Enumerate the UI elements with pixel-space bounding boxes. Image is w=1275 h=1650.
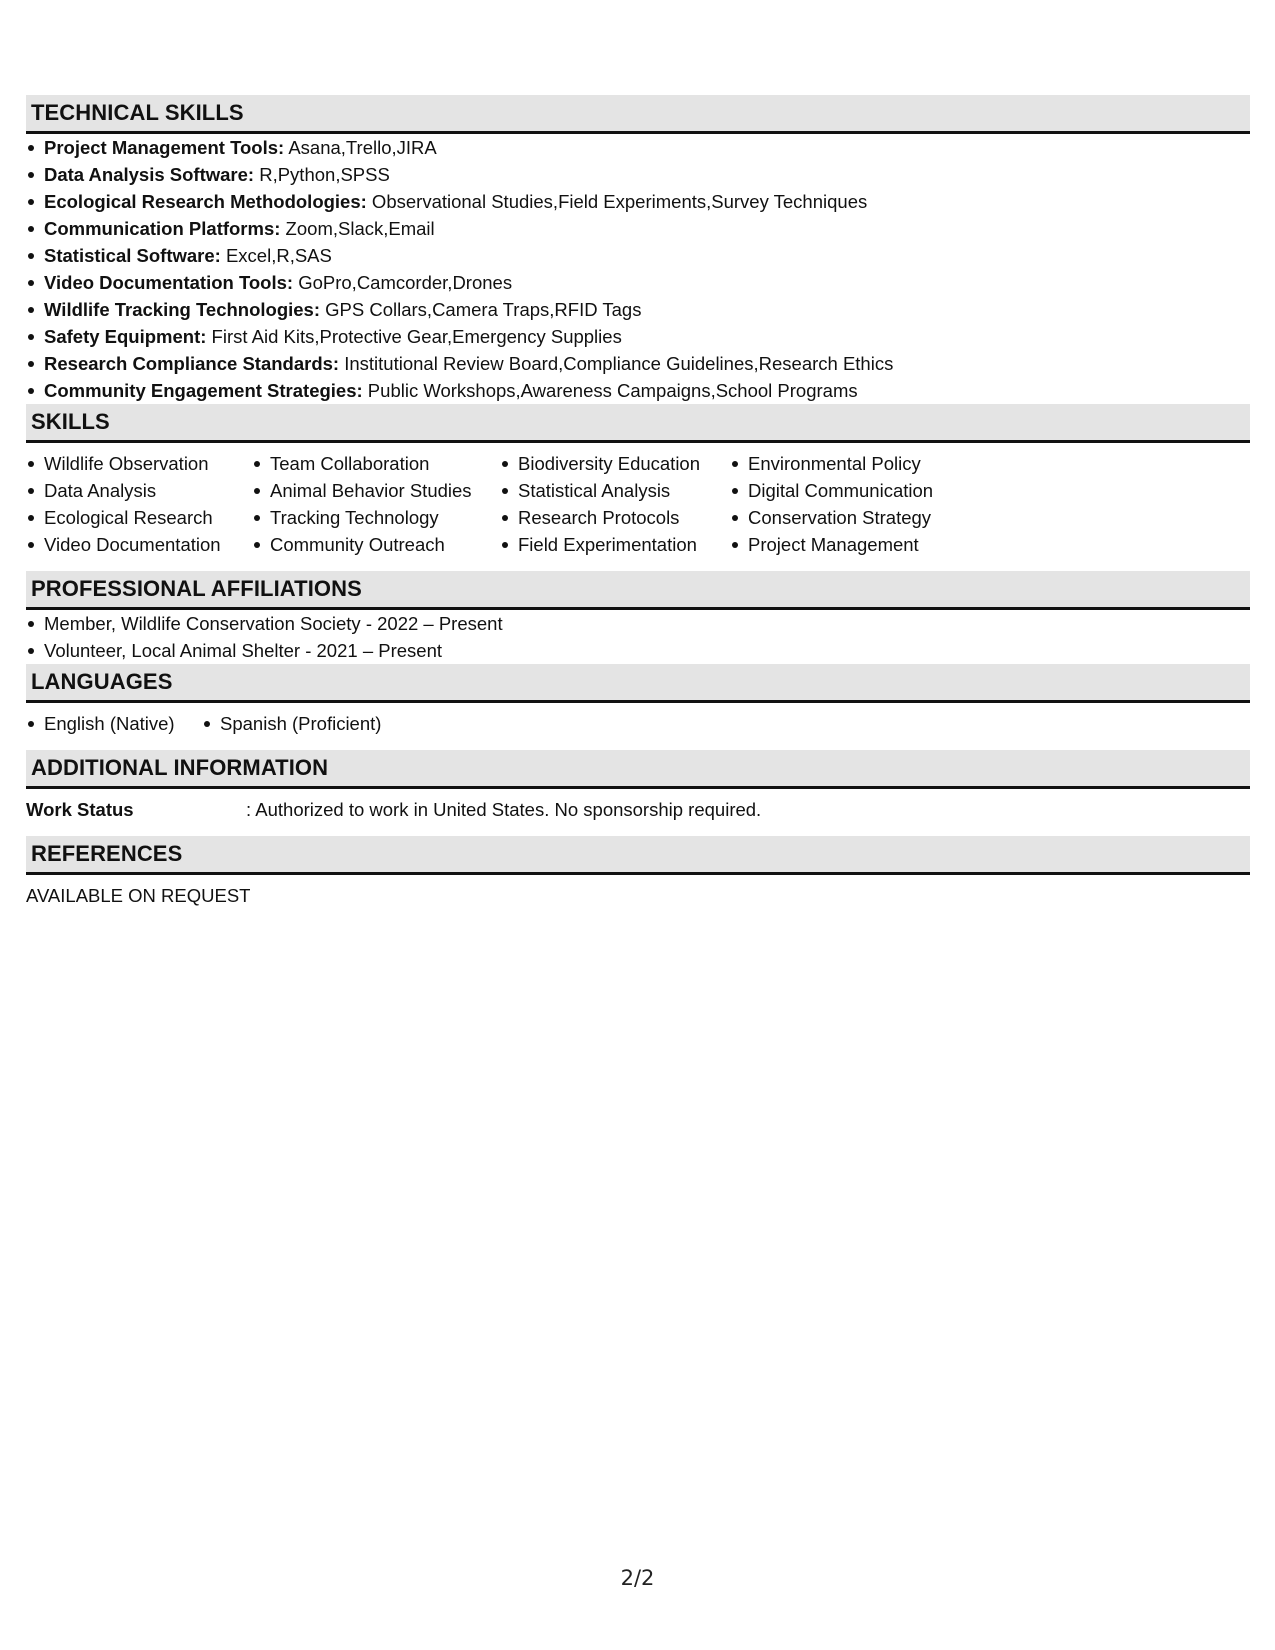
list-item: Project Management [748,531,1008,558]
list-item: Community Outreach [270,531,500,558]
section-header-languages: LANGUAGES [26,664,1250,703]
section-header-technical-skills: TECHNICAL SKILLS [26,95,1250,134]
skills-column [730,450,1008,558]
list-item: Ecological Research [44,504,252,531]
list-item: Research Protocols [518,504,730,531]
skills-column [26,450,252,558]
skill-value: R,Python,SPSS [254,164,390,185]
section-header-affiliations: PROFESSIONAL AFFILIATIONS [26,571,1250,610]
list-item: English (Native) [44,710,202,737]
skill-label: Data Analysis Software: [44,164,255,185]
skill-label: Statistical Software: [44,245,221,266]
resume-page [26,95,1250,909]
skill-value: Public Workshops,Awareness Campaigns,School Programs [362,380,858,401]
skill-value: Asana,Trello,JIRA [284,137,437,158]
skills-column [500,450,730,558]
skill-value: Zoom,Slack,Email [280,218,435,239]
page-number: 2/2 [620,1566,655,1590]
skill-value: GPS Collars,Camera Traps,RFID Tags [320,299,642,320]
languages-column [202,710,381,737]
skill-value: Institutional Review Board,Compliance Guidelines,Research Ethics [339,353,894,374]
work-status-value: : Authorized to work in United States. No sponsorship required. [246,799,762,820]
skill-value: First Aid Kits,Protective Gear,Emergency Supplies [206,326,622,347]
skills-grid [26,443,1250,571]
list-item: Wildlife Observation [44,450,252,477]
work-status-row [26,789,1250,836]
skills-column [252,450,500,558]
list-item [44,377,1250,404]
section-header-additional-info: ADDITIONAL INFORMATION [26,750,1250,789]
list-item: Conservation Strategy [748,504,1008,531]
list-item [44,161,1250,188]
list-item [44,134,1250,161]
list-item [44,188,1250,215]
languages-row [26,703,1250,750]
skill-value: Excel,R,SAS [220,245,332,266]
list-item: Volunteer, Local Animal Shelter - 2021 – Present [44,637,1250,664]
section-header-skills: SKILLS [26,404,1250,443]
list-item: Biodiversity Education [518,450,730,477]
languages-column [26,710,202,737]
skill-value: Observational Studies,Field Experiments,Survey Techniques [366,191,868,212]
section-header-references: REFERENCES [26,836,1250,875]
references-text: AVAILABLE ON REQUEST [26,885,251,906]
list-item: Environmental Policy [748,450,1008,477]
list-item [44,323,1250,350]
list-item [44,215,1250,242]
skill-label: Community Engagement Strategies: [44,380,363,401]
list-item [44,296,1250,323]
skill-label: Project Management Tools: [44,137,285,158]
list-item: Video Documentation [44,531,252,558]
affiliations-list [26,610,1250,664]
list-item: Member, Wildlife Conservation Society - 2022 – Present [44,610,1250,637]
skill-value: GoPro,Camcorder,Drones [293,272,513,293]
list-item [44,269,1250,296]
list-item: Team Collaboration [270,450,500,477]
skill-label: Research Compliance Standards: [44,353,340,374]
list-item [44,242,1250,269]
skill-label: Communication Platforms: [44,218,281,239]
list-item: Animal Behavior Studies [270,477,500,504]
list-item: Tracking Technology [270,504,500,531]
list-item: Spanish (Proficient) [220,710,381,737]
skill-label: Safety Equipment: [44,326,207,347]
list-item [44,350,1250,377]
list-item: Field Experimentation [518,531,730,558]
skill-label: Wildlife Tracking Technologies: [44,299,321,320]
work-status-label: Work Status [26,799,134,820]
technical-skills-list [26,134,1250,404]
list-item: Digital Communication [748,477,1008,504]
skill-label: Video Documentation Tools: [44,272,294,293]
skill-label: Ecological Research Methodologies: [44,191,367,212]
list-item: Data Analysis [44,477,252,504]
list-item: Statistical Analysis [518,477,730,504]
